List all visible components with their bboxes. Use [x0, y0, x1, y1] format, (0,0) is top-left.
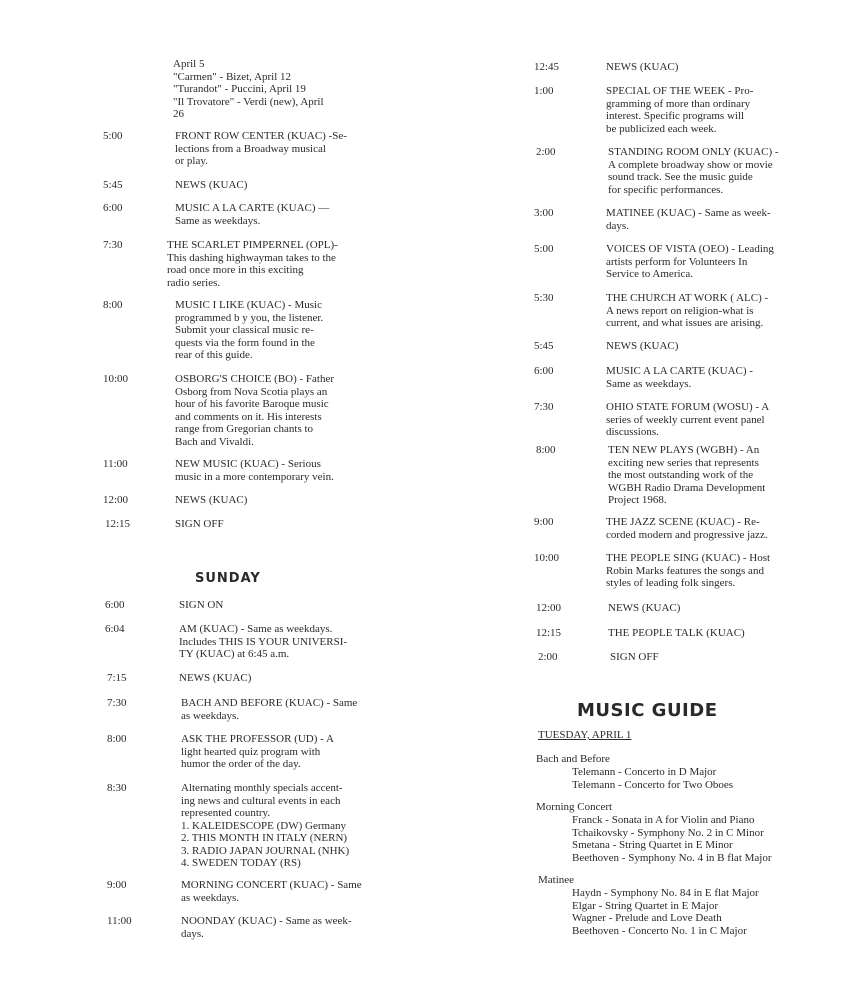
schedule-desc: MUSIC I LIKE (KUAC) - Music programmed b y you, the listener. Submit your classical music re- quests via the form found in the rear of this guide. [175, 299, 324, 361]
schedule-time: 6:00 [105, 599, 125, 611]
schedule-desc: Alternating monthly specials accent- ing news and cultural events in each represented country. 1. KALEIDESCOPE (DW) Germany 2. THIS MONTH IN ITALY (NERN) 3. RADIO JAPAN JOURNAL (NHK) 4. SWEDEN TODAY (RS) [181, 782, 350, 869]
schedule-desc: MATINEE (KUAC) - Same as week- days. [606, 207, 771, 232]
schedule-time: 12:15 [105, 518, 131, 530]
schedule-desc: MUSIC A LA CARTE (KUAC) - Same as weekdays. [606, 365, 753, 390]
schedule-desc: FRONT ROW CENTER (KUAC) -Se- lections from a Broadway musical or play. [175, 130, 347, 167]
music-guide-section-title: Matinee [538, 874, 575, 886]
schedule-desc: SIGN OFF [610, 651, 659, 663]
schedule-time: 5:00 [534, 243, 554, 255]
schedule-desc: NEWS (KUAC) [606, 340, 679, 352]
music-guide-section-items: Haydn - Symphony No. 84 in E flat Major Elgar - String Quartet in E Major Wagner - Prelude and Love Death Beethoven - Concerto No. 1 in C Major [572, 887, 759, 937]
music-guide-section-items: Franck - Sonata in A for Violin and Piano Tchaikovsky - Symphony No. 2 in C Minor Smetana - String Quartet in E Minor Beethoven - Symphony No. 4 in B flat Major [572, 814, 772, 864]
schedule-time: 7:30 [107, 697, 127, 709]
schedule-desc: NEWS (KUAC) [608, 602, 681, 614]
schedule-desc: THE SCARLET PIMPERNEL (OPL)- This dashing highwayman takes to the road once more in this exciting radio series. [167, 239, 338, 289]
schedule-desc: THE JAZZ SCENE (KUAC) - Re- corded modern and progressive jazz. [606, 516, 768, 541]
schedule-time: 10:00 [103, 373, 129, 385]
schedule-desc: OHIO STATE FORUM (WOSU) - A series of weekly current event panel discussions. [606, 401, 770, 438]
schedule-time: 5:45 [534, 340, 554, 352]
schedule-time: 5:45 [103, 179, 123, 191]
schedule-desc: MORNING CONCERT (KUAC) - Same as weekdays. [181, 879, 362, 904]
schedule-time: 5:00 [103, 130, 123, 142]
music-guide-section-title: Bach and Before [536, 753, 610, 765]
schedule-time: 1:00 [534, 85, 554, 97]
schedule-time: 9:00 [534, 516, 554, 528]
music-guide-section-title: Morning Concert [536, 801, 613, 813]
schedule-desc: NEWS (KUAC) [606, 61, 679, 73]
schedule-desc: OSBORG'S CHOICE (BO) - Father Osborg from Nova Scotia plays an hour of his favorite Baroque music and comments on it. His interests range from Gregorian chants to Bach and Vivaldi. [175, 373, 335, 448]
schedule-time: 9:00 [107, 879, 127, 891]
schedule-desc: THE PEOPLE SING (KUAC) - Host Robin Marks features the songs and styles of leading folk singers. [606, 552, 771, 589]
schedule-time: 11:00 [103, 458, 128, 470]
schedule-time: 8:00 [536, 444, 556, 456]
schedule-time: 12:00 [536, 602, 562, 614]
schedule-desc: NEWS (KUAC) [175, 179, 248, 191]
schedule-time: 12:15 [536, 627, 562, 639]
schedule-time: 8:30 [107, 782, 127, 794]
schedule-desc: VOICES OF VISTA (OEO) - Leading artists perform for Volunteers In Service to America. [606, 243, 774, 280]
schedule-time: 12:00 [103, 494, 129, 506]
schedule-desc: MUSIC A LA CARTE (KUAC) — Same as weekdays. [175, 202, 330, 227]
schedule-desc: THE PEOPLE TALK (KUAC) [608, 627, 745, 639]
music-guide-heading: MUSIC GUIDE [577, 700, 718, 721]
opera-list: April 5 "Carmen" - Bizet, April 12 "Turandot" - Puccini, April 19 "Il Trovatore" - Verdi (new), April 26 [173, 58, 324, 120]
schedule-desc: NEW MUSIC (KUAC) - Serious music in a more contemporary vein. [175, 458, 334, 483]
schedule-time: 7:15 [107, 672, 127, 684]
schedule-time: 2:00 [538, 651, 558, 663]
schedule-time: 11:00 [107, 915, 132, 927]
schedule-time: 8:00 [107, 733, 127, 745]
schedule-time: 10:00 [534, 552, 560, 564]
schedule-desc: TEN NEW PLAYS (WGBH) - An exciting new series that represents the most outstanding work of the WGBH Radio Drama Development Project 1968. [608, 444, 766, 506]
schedule-time: 8:00 [103, 299, 123, 311]
schedule-time: 6:00 [103, 202, 123, 214]
schedule-time: 5:30 [534, 292, 554, 304]
music-guide-date: TUESDAY, APRIL 1 [538, 729, 632, 741]
schedule-desc: NEWS (KUAC) [175, 494, 248, 506]
schedule-time: 3:00 [534, 207, 554, 219]
schedule-time: 7:30 [534, 401, 554, 413]
schedule-time: 6:04 [105, 623, 125, 635]
music-guide-section-items: Telemann - Concerto in D Major Telemann - Concerto for Two Oboes [572, 766, 734, 791]
schedule-desc: BACH AND BEFORE (KUAC) - Same as weekdays. [181, 697, 358, 722]
schedule-desc: NEWS (KUAC) [179, 672, 252, 684]
sunday-heading: SUNDAY [195, 571, 261, 586]
schedule-desc: ASK THE PROFESSOR (UD) - A light hearted quiz program with humor the order of the day. [181, 733, 334, 770]
schedule-desc: AM (KUAC) - Same as weekdays. Includes THIS IS YOUR UNIVERSI- TY (KUAC) at 6:45 a.m. [179, 623, 348, 660]
schedule-desc: THE CHURCH AT WORK ( ALC) - A news report on religion-what is current, and what issues are arising. [606, 292, 769, 329]
schedule-desc: SPECIAL OF THE WEEK - Pro- gramming of more than ordinary interest. Specific programs will be publicized each week. [606, 85, 754, 135]
schedule-time: 6:00 [534, 365, 554, 377]
schedule-desc: STANDING ROOM ONLY (KUAC) - A complete broadway show or movie sound track. See the music guide for specific performances. [608, 146, 779, 196]
schedule-time: 7:30 [103, 239, 123, 251]
schedule-desc: NOONDAY (KUAC) - Same as week- days. [181, 915, 352, 940]
schedule-time: 12:45 [534, 61, 560, 73]
schedule-desc: SIGN ON [179, 599, 224, 611]
schedule-time: 2:00 [536, 146, 556, 158]
schedule-desc: SIGN OFF [175, 518, 224, 530]
